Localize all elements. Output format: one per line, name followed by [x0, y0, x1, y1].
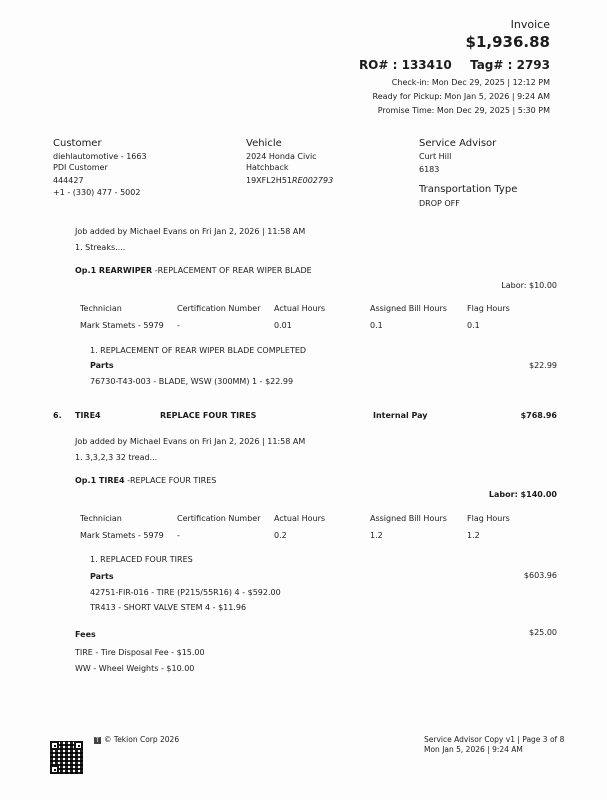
job6-pay-type: Internal Pay	[373, 411, 428, 420]
vehicle-title: Vehicle	[246, 138, 282, 149]
job1-completed: 1. REPLACEMENT OF REAR WIPER BLADE COMPLETED	[90, 346, 307, 355]
footer-copy-info: Service Advisor Copy v1 | Page 3 of 8	[424, 735, 565, 744]
transport-title: Transportation Type	[419, 184, 518, 195]
transport-value: DROP OFF	[419, 199, 460, 208]
doc-type: Invoice	[510, 18, 550, 31]
checkin-time: Check-in: Mon Dec 29, 2025 | 12:12 PM	[391, 78, 550, 87]
job6-part-1: 42751-FIR-016 - TIRE (P215/55R16) 4 - $592.00	[90, 588, 281, 597]
job6-number: 6.	[53, 411, 62, 420]
job6-fee-2: WW - Wheel Weights - $10.00	[75, 664, 195, 673]
job1-op-desc: -REPLACEMENT OF REAR WIPER BLADE	[152, 266, 312, 275]
job6-note: 1. 3,3,2,3 32 tread...	[75, 453, 158, 462]
job6-th-flag: Flag Hours	[467, 514, 510, 523]
job1-op	[75, 266, 312, 275]
job6-parts-total: $603.96	[523, 571, 557, 580]
job1-labor: Labor: $10.00	[501, 281, 557, 290]
advisor-name: Curt Hill	[419, 152, 452, 161]
footer-copyright: T © Tekion Corp 2026	[95, 735, 180, 744]
job6-cert: -	[177, 531, 180, 540]
vin-prefix: 19XFL2H51	[246, 176, 293, 185]
job6-th-cert: Certification Number	[177, 514, 261, 523]
job1-parts-title: Parts	[90, 361, 114, 370]
job1-part-1: 76730-T43-003 - BLADE, WSW (300MM) 1 - $22.99	[90, 377, 294, 386]
job6-labor: Labor: $140.00	[488, 490, 557, 499]
job1-th-cert: Certification Number	[177, 304, 261, 313]
job6-assigned: 1.2	[370, 531, 383, 540]
job6-added-by: Job added by Michael Evans on Fri Jan 2, 2026 | 11:58 AM	[75, 437, 306, 446]
job1-th-assigned: Assigned Bill Hours	[370, 304, 447, 313]
tekion-logo-icon: T	[95, 736, 100, 744]
advisor-id: 6183	[419, 165, 440, 174]
job1-note: 1. Streaks....	[75, 243, 126, 252]
ro-tag-line	[359, 58, 550, 72]
job6-th-technician: Technician	[80, 514, 122, 523]
customer-type: PDI Customer	[53, 163, 108, 172]
job1-th-flag: Flag Hours	[467, 304, 510, 313]
job6-fees-title: Fees	[75, 630, 96, 639]
job6-op	[75, 476, 216, 485]
job6-fee-1: TIRE - Tire Disposal Fee - $15.00	[75, 648, 205, 657]
advisor-title: Service Advisor	[419, 138, 497, 149]
customer-phone: +1 - (330) 477 - 5002	[53, 188, 141, 197]
job1-added-by: Job added by Michael Evans on Fri Jan 2, 2026 | 11:58 AM	[75, 227, 306, 236]
customer-title: Customer	[53, 138, 102, 149]
customer-id: 444427	[53, 176, 84, 185]
job1-op-label: Op.1 REARWIPER	[75, 266, 153, 275]
job6-parts-title: Parts	[90, 572, 114, 581]
job6-op-desc: -REPLACE FOUR TIRES	[124, 476, 217, 485]
customer-name: diehlautomotive - 1663	[53, 152, 147, 161]
vehicle-vin	[246, 176, 333, 185]
job1-actual: 0.01	[274, 321, 292, 330]
job6-title: REPLACE FOUR TIRES	[160, 411, 257, 420]
job1-th-technician: Technician	[80, 304, 122, 313]
job1-th-actual: Actual Hours	[274, 304, 326, 313]
job6-amount: $768.96	[520, 411, 557, 420]
job6-flag: 1.2	[467, 531, 480, 540]
job6-completed: 1. REPLACED FOUR TIRES	[90, 555, 193, 564]
vin-suffix: RE002793	[292, 176, 334, 185]
job6-op-label: Op.1 TIRE4	[75, 476, 125, 485]
ready-time: Ready for Pickup: Mon Jan 5, 2026 | 9:24 AM	[372, 92, 550, 101]
job1-flag: 0.1	[467, 321, 480, 330]
job6-part-2: TR413 - SHORT VALVE STEM 4 - $11.96	[90, 603, 247, 612]
tag-number: Tag# : 2793	[470, 58, 550, 72]
job6-code: TIRE4	[75, 411, 101, 420]
job1-cert: -	[177, 321, 180, 330]
job6-th-actual: Actual Hours	[274, 514, 326, 523]
invoice-total: $1,936.88	[465, 33, 550, 51]
promise-time: Promise Time: Mon Dec 29, 2025 | 5:30 PM	[377, 106, 550, 115]
job6-th-assigned: Assigned Bill Hours	[370, 514, 447, 523]
job6-tech: Mark Stamets - 5979	[80, 531, 164, 540]
job1-tech: Mark Stamets - 5979	[80, 321, 164, 330]
job6-actual: 0.2	[274, 531, 287, 540]
vehicle-body: Hatchback	[246, 163, 289, 172]
job6-fees-total: $25.00	[529, 628, 557, 637]
ro-number: RO# : 133410	[358, 58, 452, 72]
job1-parts-total: $22.99	[529, 361, 557, 370]
footer-timestamp: Mon Jan 5, 2026 | 9:24 AM	[424, 745, 523, 754]
vehicle-model: 2024 Honda Civic	[246, 152, 317, 161]
qr-code-icon	[50, 741, 83, 774]
job1-assigned: 0.1	[370, 321, 383, 330]
